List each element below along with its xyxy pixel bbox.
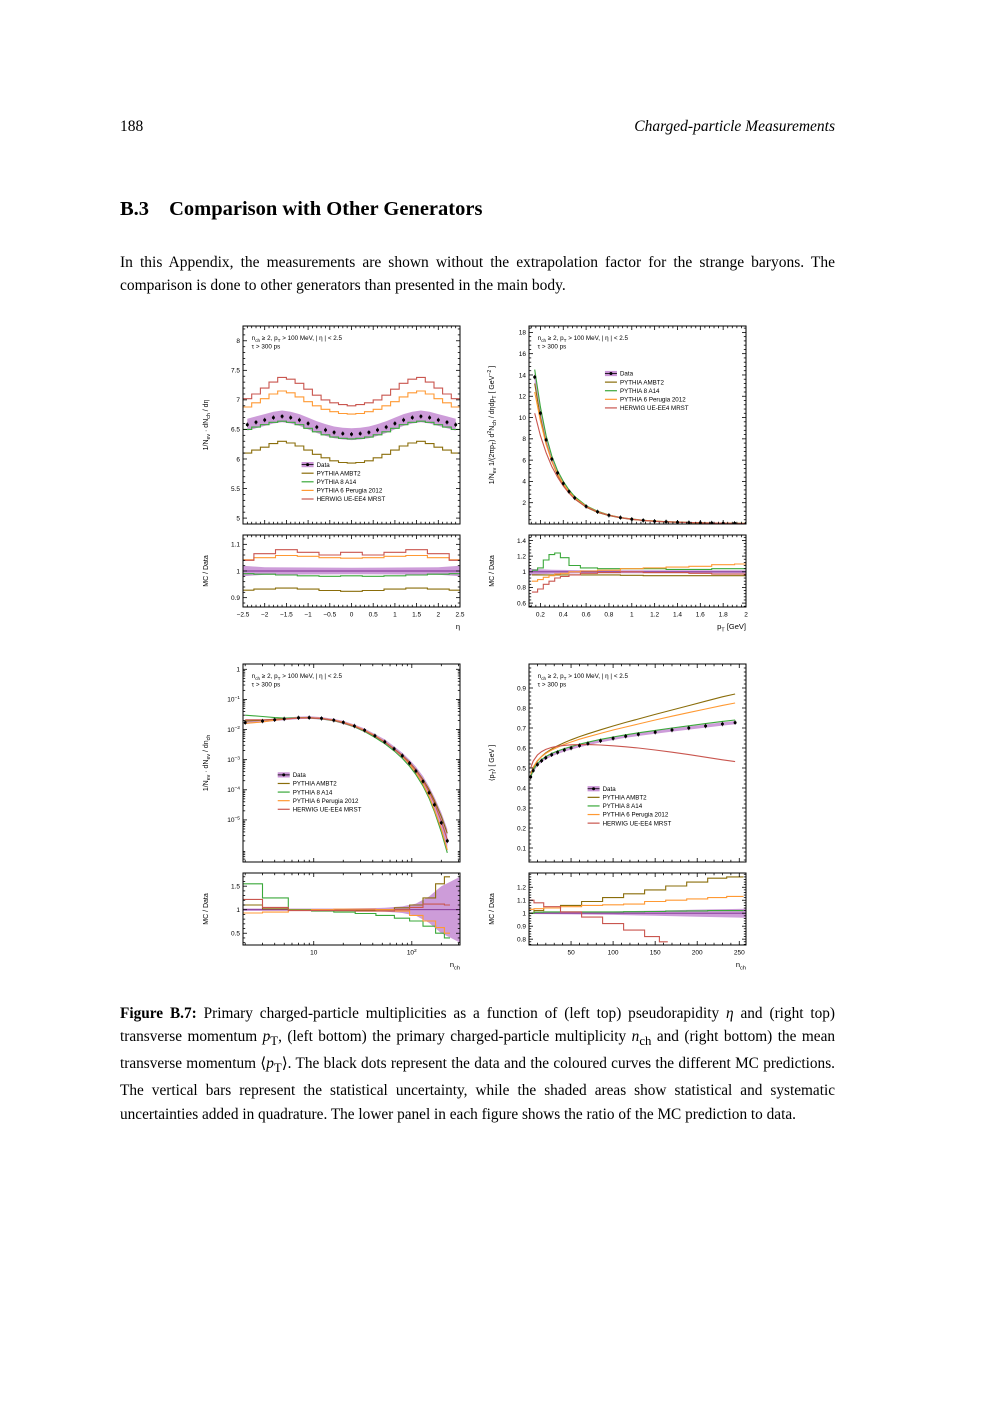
nch-main-ticks xyxy=(243,664,460,862)
legend-label-herwig-ue-ee4-mrst: HERWIG UE-EE4 MRST xyxy=(316,495,385,503)
series-pythia-8-a14 xyxy=(245,715,447,853)
svg-text:1.1: 1.1 xyxy=(230,541,240,549)
svg-text:6.5: 6.5 xyxy=(230,426,240,434)
svg-text:10−1: $10^{-1}$ xyxy=(226,695,240,704)
section-number: B.3 xyxy=(120,198,150,220)
svg-text:200: 200 xyxy=(691,949,703,956)
svg-text:10−4: $10^{-4}$ xyxy=(226,786,240,794)
ratio-axis-label-meanpt: MC / Data xyxy=(488,892,496,925)
series-pythia-ambt2 xyxy=(243,441,460,463)
legend-label-data: Data xyxy=(292,771,306,779)
svg-text:0.1: 0.1 xyxy=(516,844,526,852)
chart-dndnch xyxy=(197,656,469,988)
legend-meanpt xyxy=(587,785,671,826)
svg-text:1.2: 1.2 xyxy=(516,552,526,560)
intro-paragraph: In this Appendix, the measurements are shown without the extrapolation factor for the strange baryons. The comparison is done to other generators than presented in the main body. xyxy=(120,254,835,295)
legend-pt xyxy=(604,370,688,411)
svg-text:−1: −1 xyxy=(303,611,312,618)
legend-label-herwig-ue-ee4-mrst: HERWIG UE-EE4 MRST xyxy=(292,805,361,813)
section-heading xyxy=(120,198,835,221)
svg-text:1.2: 1.2 xyxy=(649,611,659,618)
svg-text:0.4: 0.4 xyxy=(516,784,526,792)
svg-text:0.8: 0.8 xyxy=(516,704,526,712)
svg-text:0.7: 0.7 xyxy=(516,724,526,732)
svg-text:0.9: 0.9 xyxy=(516,684,526,692)
y-axis-label-nch: $1/N_{ev} \cdot dN_{ev} / dn_{ch}$ xyxy=(202,734,212,791)
series-herwig-ue-ee4-mrst xyxy=(529,900,668,942)
x-axis-label-nch: $n_{ch}$ xyxy=(449,959,460,971)
figure-svg-meanpt xyxy=(483,656,755,988)
nch-main-data-points xyxy=(243,715,448,843)
svg-text:6: 6 xyxy=(521,456,526,464)
svg-text:50: 50 xyxy=(566,949,575,956)
legend-label-herwig-ue-ee4-mrst: HERWIG UE-EE4 MRST xyxy=(602,819,671,827)
page-header xyxy=(120,0,835,136)
meanpt-main-plot-area xyxy=(529,694,736,779)
svg-text:1: 1 xyxy=(521,910,526,917)
svg-text:16: 16 xyxy=(518,350,526,358)
x-axis-label-eta: η xyxy=(455,621,460,631)
svg-text:2.5: 2.5 xyxy=(454,611,465,618)
cut-text-line2: τ > 300 ps xyxy=(251,342,280,350)
meanpt-ratio-frame xyxy=(529,873,746,945)
page-number: 188 xyxy=(120,118,144,135)
series-pythia-8-a14 xyxy=(530,720,734,777)
x-axis-label-meanpt: $n_{ch}$ xyxy=(735,959,746,971)
eta-ratio-plot-area xyxy=(243,549,460,591)
legend-label-data: Data xyxy=(602,785,616,793)
svg-text:18: 18 xyxy=(518,329,526,337)
svg-text:6: 6 xyxy=(235,455,240,463)
legend-label-pythia-6-perugia-2012: PYTHIA 6 Perugia 2012 xyxy=(602,811,668,819)
figure-svg-pt xyxy=(483,318,755,650)
legend-data-marker xyxy=(306,463,309,466)
svg-text:0.5: 0.5 xyxy=(230,930,240,937)
series-pythia-ambt2 xyxy=(243,876,450,910)
series-pythia-ambt2 xyxy=(243,588,460,591)
figure-svg-eta xyxy=(197,318,469,650)
svg-text:0.5: 0.5 xyxy=(516,764,526,772)
chart-dndpt xyxy=(483,318,755,650)
svg-text:0.6: 0.6 xyxy=(516,744,526,752)
chart-mean-pt xyxy=(483,656,755,988)
running-title: Charged-particle Measurements xyxy=(634,118,835,135)
cut-text-line2: τ > 300 ps xyxy=(251,680,280,688)
series-pythia-ambt2 xyxy=(531,574,745,575)
svg-text:0.4: 0.4 xyxy=(558,611,568,618)
svg-text:4: 4 xyxy=(521,478,526,486)
svg-text:1: 1 xyxy=(521,568,526,576)
svg-text:1.4: 1.4 xyxy=(672,611,682,618)
legend-label-pythia-6-perugia-2012: PYTHIA 6 Perugia 2012 xyxy=(619,396,686,404)
series-herwig-ue-ee4-mrst xyxy=(534,413,745,523)
svg-text:0.9: 0.9 xyxy=(516,923,526,930)
svg-text:7: 7 xyxy=(235,396,240,404)
cut-text-line1: $n_{ch} \ge 2$, $p_T > 100$ MeV, | η | < 2.5 xyxy=(251,672,342,681)
svg-text:0.8: 0.8 xyxy=(603,611,613,618)
cut-text-line2: τ > 300 ps xyxy=(537,680,566,688)
chart-dndeta xyxy=(197,318,469,650)
svg-text:102: $10^2$ xyxy=(406,948,417,956)
svg-text:1.6: 1.6 xyxy=(695,611,705,618)
nch-main-frame xyxy=(243,664,460,862)
series-pythia-8-a14 xyxy=(531,553,745,570)
series-pythia-6-perugia-2012 xyxy=(243,391,460,414)
figure-b7 xyxy=(197,318,759,988)
figure-caption: Figure B.7: Primary charged-particle multiplicities as a function of (left top) pseudorapidity η and (right top) transverse momentum $p_T$, (left bottom) the primary charged-particle multiplicity $n_{ch}$ and (right bottom) the mean transverse momentum $⟨p_T⟩$. The black dots represent the data and the coloured curves the different MC predictions. The vertical bars represent the statistical uncertainty, while the shaded areas show statistical and systematic uncertainties added in quadrature. The lower panel in each figure shows the ratio of the MC prediction to data. xyxy=(120,1004,836,1123)
legend-eta xyxy=(301,461,385,502)
nch-main-uncertainty-band xyxy=(245,716,447,853)
svg-text:1.5: 1.5 xyxy=(230,883,240,890)
svg-text:−0.5: −0.5 xyxy=(322,611,336,618)
svg-text:0.2: 0.2 xyxy=(516,824,526,832)
svg-text:150: 150 xyxy=(649,949,661,956)
page-content xyxy=(120,0,835,1126)
svg-text:1.1: 1.1 xyxy=(516,897,526,904)
svg-text:1.2: 1.2 xyxy=(516,884,526,892)
svg-text:1: 1 xyxy=(629,611,634,618)
svg-text:7.5: 7.5 xyxy=(230,367,240,375)
legend-label-pythia-ambt2: PYTHIA AMBT2 xyxy=(292,780,337,788)
series-pythia-6-perugia-2012 xyxy=(245,717,447,849)
svg-text:10: 10 xyxy=(518,414,526,422)
svg-text:1.5: 1.5 xyxy=(411,611,421,618)
svg-text:10: 10 xyxy=(309,949,317,956)
svg-text:1: 1 xyxy=(235,906,240,914)
series-herwig-ue-ee4-mrst xyxy=(530,744,734,767)
svg-text:−1.5: −1.5 xyxy=(279,611,293,618)
legend-label-pythia-8-a14: PYTHIA 8 A14 xyxy=(316,478,356,486)
legend-nch xyxy=(277,772,361,813)
nch-main-plot-area xyxy=(243,715,448,853)
svg-text:250: 250 xyxy=(733,949,745,956)
x-axis-label-pt: $p_T$ [GeV] xyxy=(716,621,746,633)
svg-text:5.5: 5.5 xyxy=(230,485,240,493)
svg-text:0.2: 0.2 xyxy=(535,611,545,618)
cut-text-line1: $n_{ch} \ge 2$, $p_T > 100$ MeV, | η | < 2.5 xyxy=(537,672,628,681)
svg-text:0: 0 xyxy=(349,611,353,618)
meanpt-ratio-plot-area xyxy=(529,876,746,941)
svg-text:0.6: 0.6 xyxy=(581,611,591,618)
svg-text:5: 5 xyxy=(235,514,240,522)
svg-text:2: 2 xyxy=(743,611,748,618)
svg-text:1: 1 xyxy=(235,567,240,575)
cut-text-line1: $n_{ch} \ge 2$, $p_T > 100$ MeV, | η | < 2.5 xyxy=(537,334,628,343)
legend-label-pythia-ambt2: PYTHIA AMBT2 xyxy=(602,794,647,802)
meanpt-main-ticks xyxy=(529,664,746,862)
pt-ratio-plot-area xyxy=(529,553,746,592)
svg-text:−2: −2 xyxy=(260,611,268,618)
legend-label-pythia-ambt2: PYTHIA AMBT2 xyxy=(619,378,664,386)
svg-text:0.6: 0.6 xyxy=(516,599,526,607)
legend-label-data: Data xyxy=(316,461,330,469)
y-axis-label-eta: $1/N_{ev} \cdot dN_{ch} / d\eta$ xyxy=(202,399,212,450)
series-herwig-ue-ee4-mrst xyxy=(243,377,460,405)
cut-text-line1: $n_{ch} \ge 2$, $p_T > 100$ MeV, | η | < 2.5 xyxy=(251,334,342,343)
ratio-axis-label-eta: MC / Data xyxy=(202,554,210,587)
series-pythia-ambt2 xyxy=(529,876,744,912)
legend-label-herwig-ue-ee4-mrst: HERWIG UE-EE4 MRST xyxy=(619,404,689,412)
figure-svg-nch xyxy=(197,656,469,988)
svg-text:8: 8 xyxy=(521,435,526,443)
eta-main-plot-area xyxy=(243,377,460,463)
svg-text:0.3: 0.3 xyxy=(516,804,526,812)
legend-label-pythia-8-a14: PYTHIA 8 A14 xyxy=(619,387,660,395)
legend-data-marker xyxy=(592,787,595,790)
svg-text:12: 12 xyxy=(518,393,526,401)
cut-text-line2: τ > 300 ps xyxy=(537,342,566,350)
meanpt-main-frame xyxy=(529,664,746,862)
svg-text:0.9: 0.9 xyxy=(230,594,240,602)
y-axis-label-pt: $1/N_{ev}$ $1/(2\pi p_T)$ $d^2N_{ch} / d\eta dp_T$ [ GeV$^{-2}$ ] xyxy=(486,365,498,484)
ratio-axis-label-nch: MC / Data xyxy=(202,892,210,925)
svg-text:1: 1 xyxy=(235,666,240,674)
legend-label-pythia-6-perugia-2012: PYTHIA 6 Perugia 2012 xyxy=(292,797,358,805)
legend-label-pythia-6-perugia-2012: PYTHIA 6 Perugia 2012 xyxy=(316,487,382,495)
svg-text:2: 2 xyxy=(521,499,526,507)
svg-text:−2.5: −2.5 xyxy=(236,611,249,618)
legend-data-marker xyxy=(282,773,285,776)
ratio-axis-label-pt: MC / Data xyxy=(488,554,496,587)
svg-text:0.8: 0.8 xyxy=(516,936,526,943)
svg-text:1: 1 xyxy=(392,611,397,618)
meanpt-ratio-ticks xyxy=(529,873,746,945)
legend-data-marker xyxy=(609,372,612,375)
svg-text:1.8: 1.8 xyxy=(718,611,728,618)
series-pythia-6-perugia-2012 xyxy=(243,555,460,559)
pt-main-ticks xyxy=(529,326,746,524)
svg-text:2: 2 xyxy=(435,611,440,618)
svg-text:10−2: $10^{-2}$ xyxy=(226,725,240,734)
svg-text:10−3: $10^{-3}$ xyxy=(226,755,240,764)
series-pythia-6-perugia-2012 xyxy=(529,896,744,909)
legend-label-pythia-ambt2: PYTHIA AMBT2 xyxy=(316,469,361,477)
legend-label-pythia-8-a14: PYTHIA 8 A14 xyxy=(292,788,332,796)
svg-text:14: 14 xyxy=(518,371,526,379)
svg-text:0.5: 0.5 xyxy=(368,611,378,618)
svg-text:10−5: $10^{-5}$ xyxy=(226,816,240,824)
nch-ratio-plot-area xyxy=(243,876,460,942)
pt-main-frame xyxy=(529,326,746,524)
series-pythia-6-perugia-2012 xyxy=(530,703,734,774)
svg-text:1.4: 1.4 xyxy=(516,537,526,545)
section-title: Comparison with Other Generators xyxy=(169,198,483,220)
svg-text:0.8: 0.8 xyxy=(516,584,526,592)
svg-text:8: 8 xyxy=(235,337,240,345)
legend-label-data: Data xyxy=(619,370,633,378)
legend-label-pythia-8-a14: PYTHIA 8 A14 xyxy=(602,802,642,810)
series-herwig-ue-ee4-mrst xyxy=(245,717,447,839)
y-axis-label-meanpt: $⟨p_T⟩$ [ GeV ] xyxy=(488,744,498,781)
svg-text:100: 100 xyxy=(607,949,619,956)
